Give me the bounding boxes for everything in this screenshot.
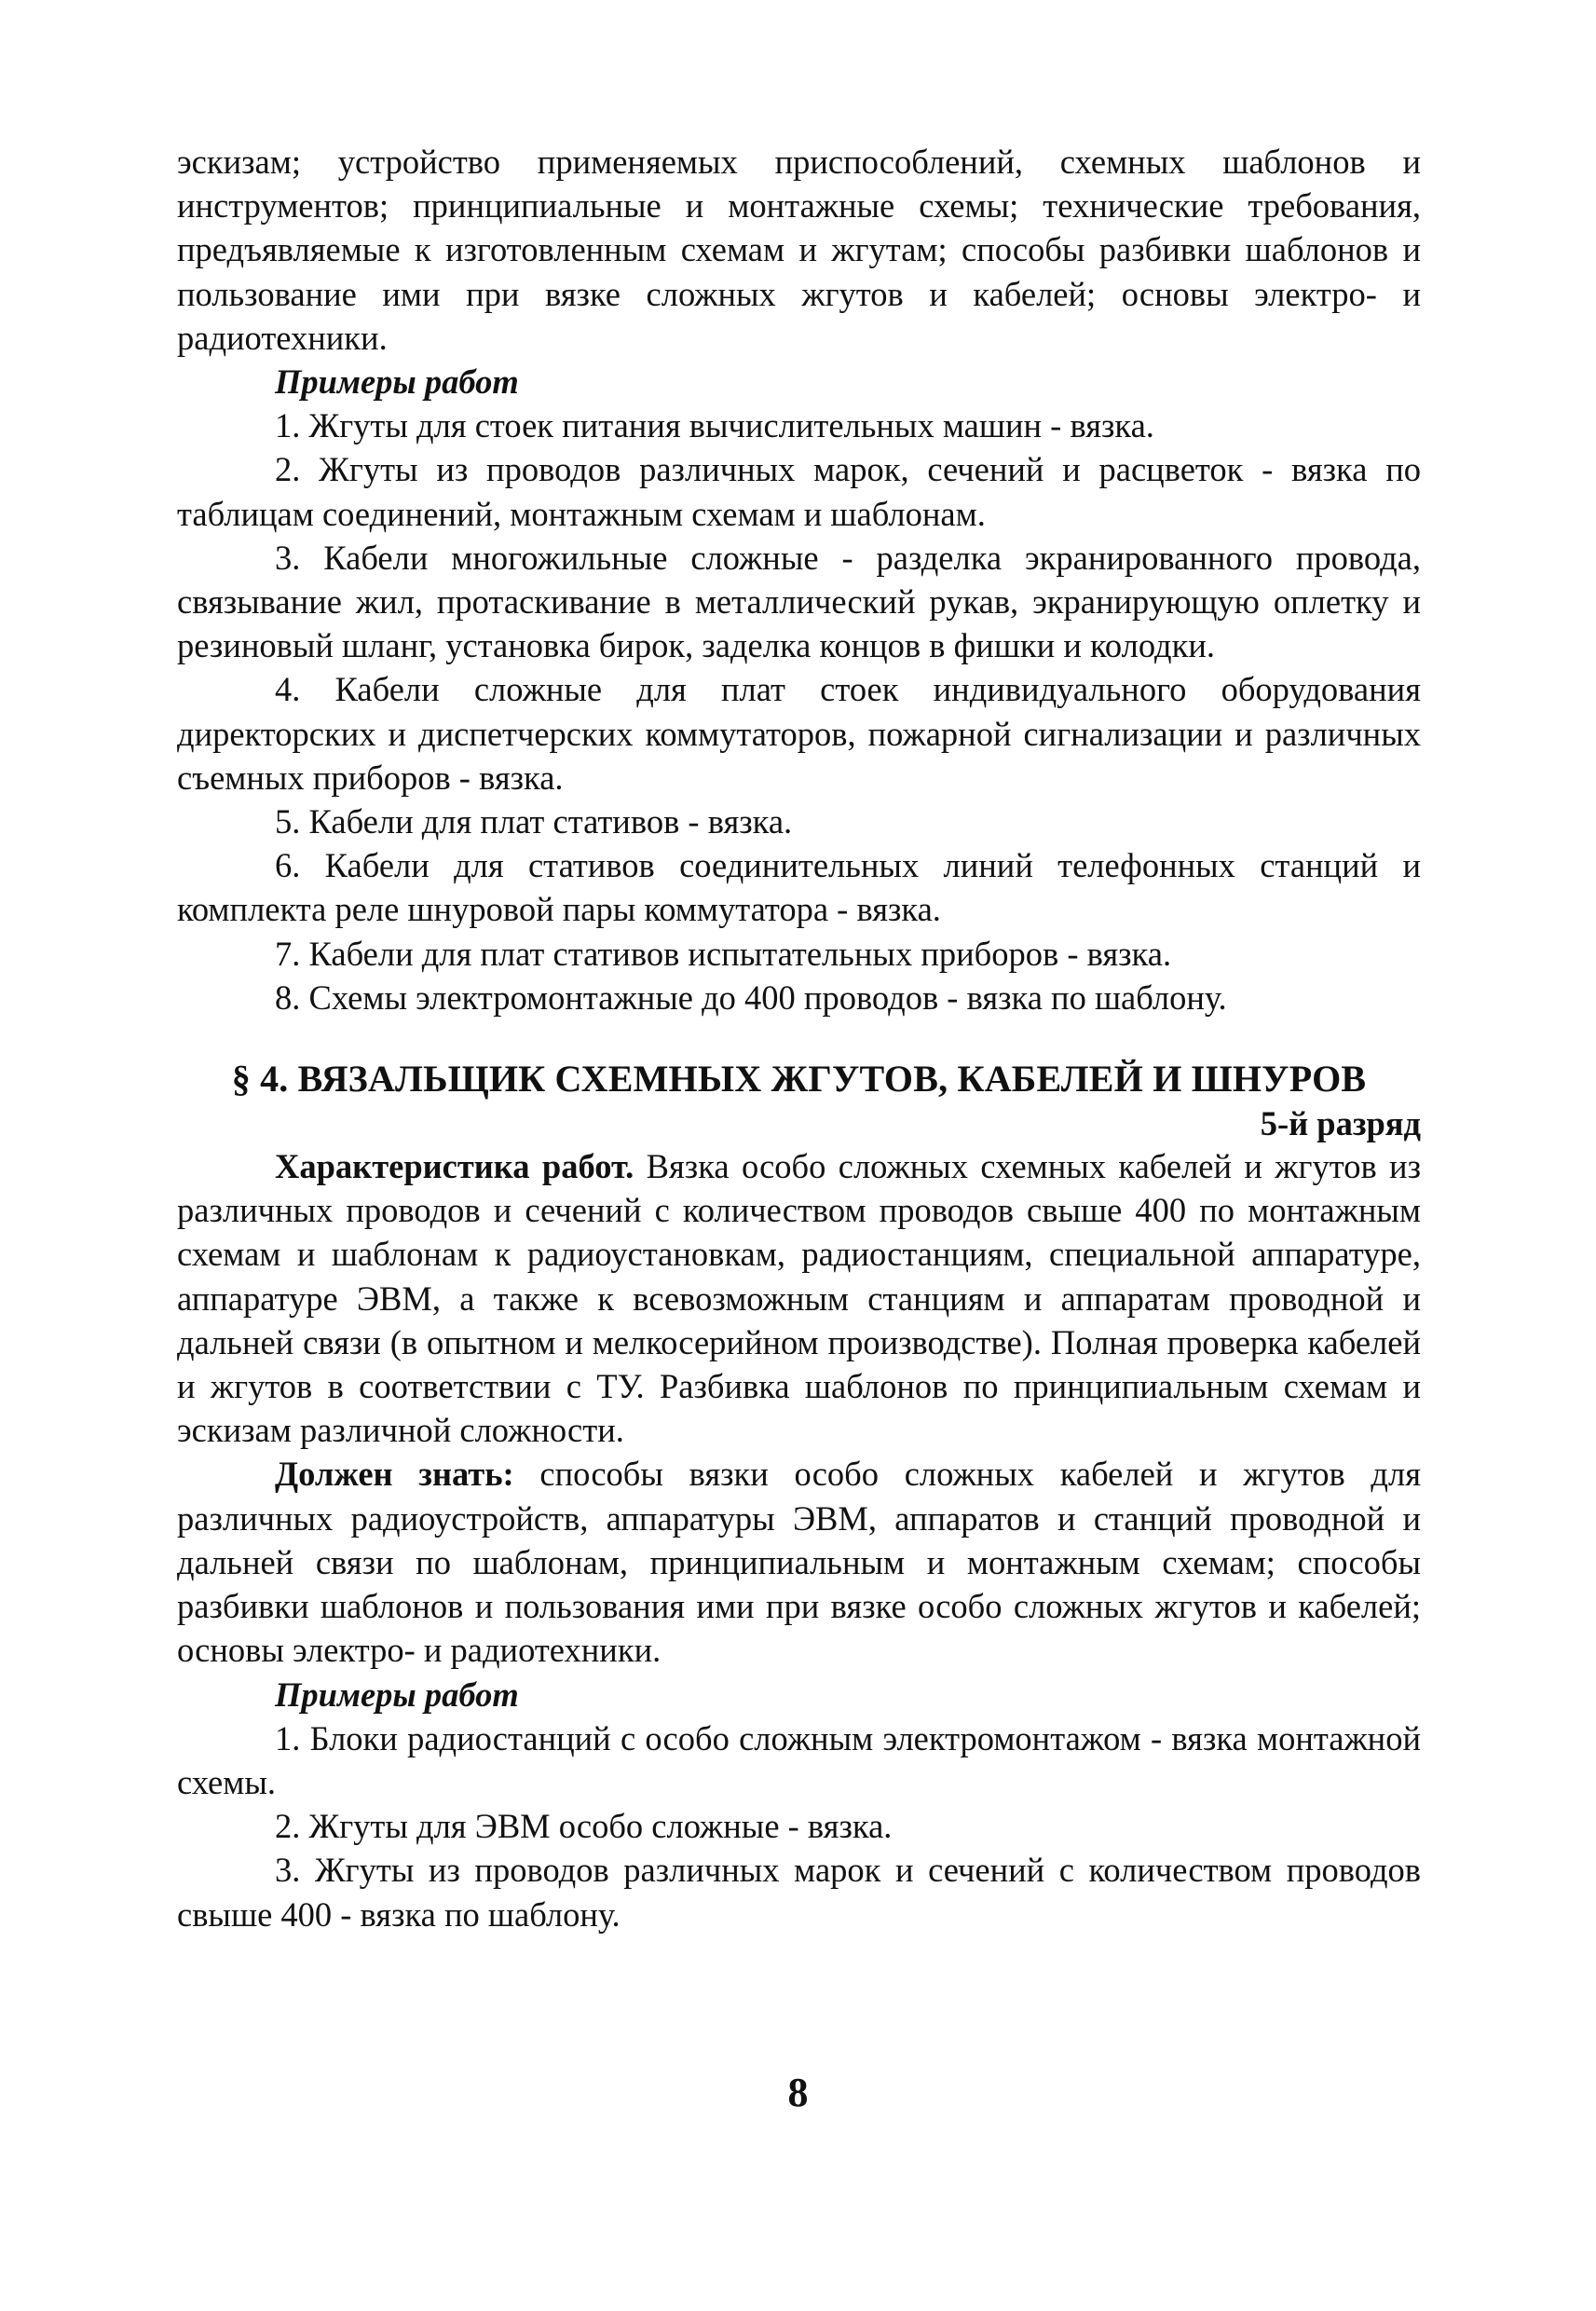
- example-item: 3. Жгуты из проводов различных марок и сечений с количеством проводов свыше 400 - вязка по шаблону.: [177, 1851, 1421, 1934]
- example-item: 7. Кабели для плат стативов испытательных приборов - вязка.: [275, 934, 1172, 973]
- page-body: [177, 140, 1421, 1936]
- examples-heading: Примеры работ: [275, 1675, 519, 1714]
- knowledge-label: Должен знать:: [275, 1455, 514, 1494]
- characteristics-text: Вязка особо сложных схемных кабелей и жгутов из различных проводов и сечений с количеством проводов свыше 400 по монтажным схемам и шаблонам к радиоустановкам, радиостанциям, специальной аппаратуре, аппаратуре ЭВМ, а также к всевозможным станциям и аппаратам проводной и дальней связи (в опытном и мелкосерийном производстве). Полная проверка кабелей и жгутов в соответствии с ТУ. Разбивка шаблонов по принципиальным схемам и эскизам различной сложности.: [177, 1147, 1421, 1450]
- example-item: 3. Кабели многожильные сложные - разделка экранированного провода, связывание жил, протаскивание в металлический рукав, экранирующую оплетку и резиновый шланг, установка бирок, заделка концов в фишки и колодки.: [177, 538, 1421, 665]
- example-item: 2. Жгуты для ЭВМ особо сложные - вязка.: [275, 1807, 893, 1846]
- continuation-paragraph: эскизам; устройство применяемых приспособлений, схемных шаблонов и инструментов; принципиальные и монтажные схемы; технические требования, предъявляемые к изготовленным схемам и жгутам; способы разбивки шаблонов и пользование ими при вязке сложных жгутов и кабелей; основы электро- и радиотехники.: [177, 143, 1421, 357]
- example-item: 5. Кабели для плат стативов - вязка.: [275, 802, 793, 841]
- example-item: 1. Жгуты для стоек питания вычислительных машин - вязка.: [275, 406, 1154, 445]
- examples-heading: Примеры работ: [275, 362, 519, 402]
- knowledge-paragraph: [177, 1452, 1421, 1672]
- grade-label: 5-й разряд: [1260, 1104, 1421, 1143]
- page-number: 8: [787, 2070, 809, 2115]
- example-item: 1. Блоки радиостанций с особо сложным электромонтажом - вязка монтажной схемы.: [177, 1718, 1421, 1801]
- characteristics-paragraph: [177, 1144, 1421, 1452]
- example-item: 6. Кабели для стативов соединительных линий телефонных станций и комплекта реле шнуровой пары коммутатора - вязка.: [177, 846, 1421, 929]
- example-item: 8. Схемы электромонтажные до 400 проводов - вязка по шаблону.: [275, 978, 1227, 1017]
- section-title: § 4. ВЯЗАЛЬЩИК СХЕМНЫХ ЖГУТОВ, КАБЕЛЕЙ И ШНУРОВ: [231, 1058, 1367, 1101]
- example-item: 2. Жгуты из проводов различных марок, сечений и расцветок - вязка по таблицам соединений, монтажным схемам и шаблонам.: [177, 450, 1421, 533]
- characteristics-label: Характеристика работ.: [275, 1147, 634, 1186]
- knowledge-text: способы вязки особо сложных кабелей и жгутов для различных радиоустройств, аппаратуры ЭВМ, аппаратов и станций проводной и дальней связи по шаблонам, принципиальным и монтажным схемам; способы разбивки шаблонов и пользования ими при вязке особо сложных жгутов и кабелей; основы электро- и радиотехники.: [177, 1455, 1422, 1670]
- example-item: 4. Кабели сложные для плат стоек индивидуального оборудования директорских и диспетчерских коммутаторов, пожарной сигнализации и различных съемных приборов - вязка.: [177, 670, 1421, 797]
